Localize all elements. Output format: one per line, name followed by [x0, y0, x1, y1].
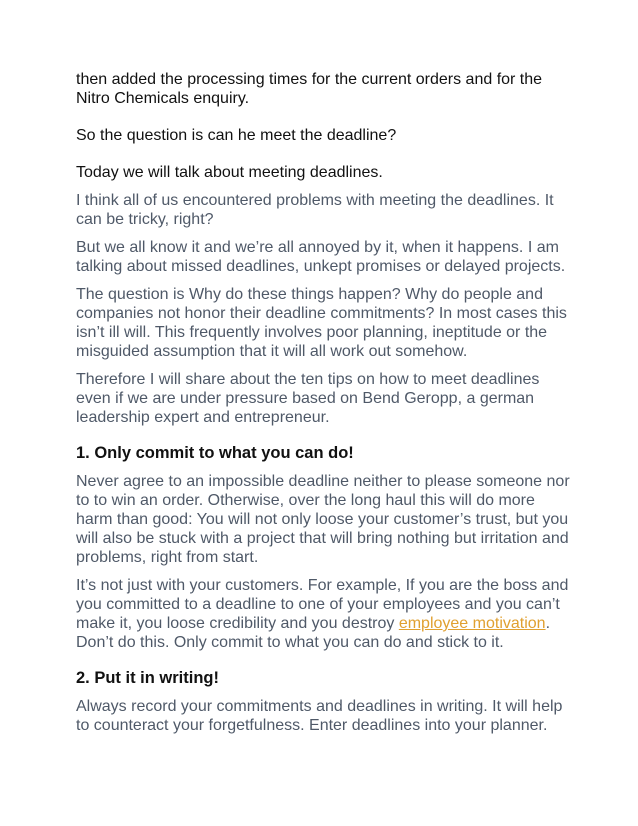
- text-line: But we all know it and we’re all annoyed by it, when it happens. I am: [76, 239, 559, 256]
- body-paragraph: [76, 238, 566, 276]
- text-segment: .: [545, 615, 551, 632]
- text-line: problems, right from start.: [76, 549, 259, 566]
- text-line: So the question is can he meet the deadline?: [76, 127, 397, 144]
- document-page: [76, 70, 570, 735]
- text-line: The question is Why do these things happen? Why do people and: [76, 286, 543, 303]
- body-paragraph: [76, 472, 570, 567]
- text-line: talking about missed deadlines, unkept promises or delayed projects.: [76, 258, 566, 275]
- body-paragraph: [76, 285, 567, 361]
- text-line: then added the processing times for the current orders and for the: [76, 71, 543, 88]
- text-line: leadership expert and entrepreneur.: [76, 409, 330, 426]
- body-paragraph: [76, 697, 562, 735]
- text-line: Don’t do this. Only commit to what you can do and stick to it.: [76, 634, 504, 651]
- employee-motivation-link[interactable]: employee motivation: [398, 615, 546, 632]
- section-heading-2: 2. Put it in writing!: [76, 669, 219, 687]
- text-line: I think all of us encountered problems with meeting the deadlines. It: [76, 192, 554, 209]
- intro-paragraph: [76, 70, 562, 108]
- body-paragraph: [76, 370, 562, 427]
- text-segment: make it, you loose credibility and you destroy: [76, 615, 399, 632]
- body-paragraph: [76, 191, 562, 229]
- text-line: to to win an order. Otherwise, over the long haul this will do more: [76, 492, 535, 509]
- text-line: Today we will talk about meeting deadlines.: [76, 164, 383, 181]
- text-line: It’s not just with your customers. For example, If you are the boss and: [76, 577, 569, 594]
- text-line: isn’t ill will. This frequently involves poor planning, ineptitude or the: [76, 324, 548, 341]
- text-line: Never agree to an impossible deadline neither to please someone nor: [76, 473, 570, 490]
- text-line: Nitro Chemicals enquiry.: [76, 90, 250, 107]
- text-line: misguided assumption that it will all work out somehow.: [76, 343, 468, 360]
- question-paragraph: [76, 126, 562, 145]
- text-line: companies not honor their deadline commitments? In most cases this: [76, 305, 567, 322]
- text-line: to counteract your forgetfulness. Enter deadlines into your planner.: [76, 717, 548, 734]
- section-heading-1: 1. Only commit to what you can do!: [76, 444, 354, 462]
- text-line: will also be stuck with a project that will bring nothing but irritation and: [76, 530, 569, 547]
- text-line: [76, 614, 562, 633]
- body-paragraph: [76, 576, 569, 652]
- text-line: Always record your commitments and deadlines in writing. It will help: [76, 698, 563, 715]
- text-line: you committed to a deadline to one of your employees and you can’t: [76, 596, 560, 613]
- topic-paragraph: [76, 163, 562, 182]
- text-line: can be tricky, right?: [76, 211, 214, 228]
- text-line: harm than good: You will not only loose your customer’s trust, but you: [76, 511, 569, 528]
- text-line: even if we are under pressure based on Bend Geropp, a german: [76, 390, 535, 407]
- text-line: Therefore I will share about the ten tips on how to meet deadlines: [76, 371, 540, 388]
